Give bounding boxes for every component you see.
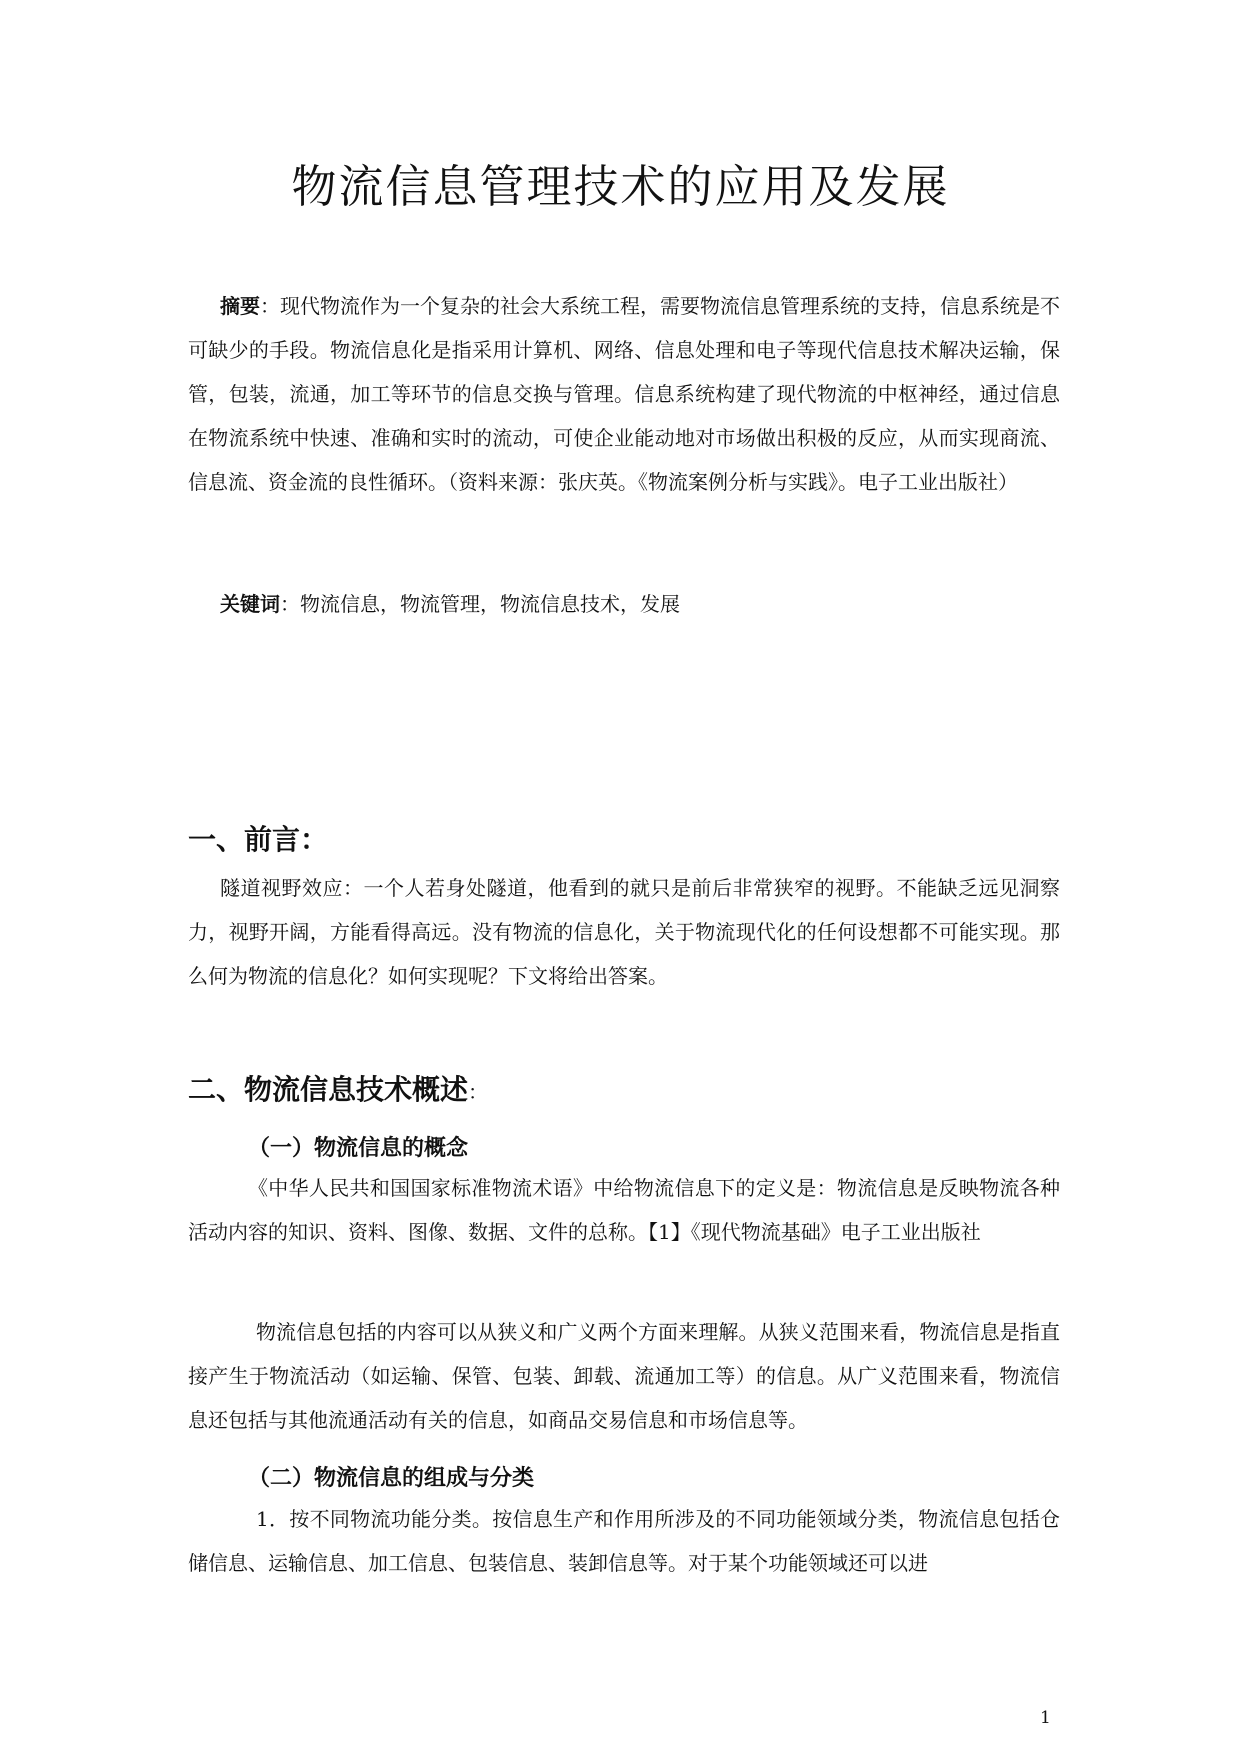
section-heading-overview-colon: ： — [468, 1080, 489, 1104]
concept-paragraph-definition: 《中华人民共和国国家标准物流术语》中给物流信息下的定义是：物流信息是反映物流各种活动内容的知识、资料、图像、数据、文件的总称。【1】《现代物流基础》电子工业出版社 — [188, 1176, 1060, 1244]
subsection-heading-composition: （二）物流信息的组成与分类 — [248, 1465, 535, 1491]
keywords-label: 关键词 — [220, 592, 280, 616]
concept-paragraph-scope: 物流信息包括的内容可以从狭义和广义两个方面来理解。从狭义范围来看，物流信息是指直接产生于物流活动（如运输、保管、包装、卸载、流通加工等）的信息。从广义范围来看，物流信息还包括与其他流通活动有关的信息，如商品交易信息和市场信息等。 — [188, 1320, 1060, 1432]
keywords-text: 物流信息，物流管理，物流信息技术，发展 — [300, 592, 680, 616]
document-title: 物流信息管理技术的应用及发展 — [291, 160, 950, 213]
composition-paragraph: 1．按不同物流功能分类。按信息生产和作用所涉及的不同功能领域分类，物流信息包括仓储信息、运输信息、加工信息、包装信息、装卸信息等。对于某个功能领域还可以进 — [188, 1507, 1060, 1575]
subsection-heading-concept: （一）物流信息的概念 — [248, 1135, 469, 1161]
keywords-separator: ： — [280, 592, 300, 616]
abstract-label: 摘要 — [220, 294, 260, 318]
section-heading-overview — [188, 1068, 488, 1108]
abstract-separator: ： — [260, 294, 280, 318]
abstract-paragraph — [188, 284, 1060, 504]
keywords-paragraph — [188, 582, 1060, 626]
page-number: 1 — [1040, 1708, 1051, 1728]
abstract-text: 现代物流作为一个复杂的社会大系统工程，需要物流信息管理系统的支持，信息系统是不可缺少的手段。物流信息化是指采用计算机、网络、信息处理和电子等现代信息技术解决运输，保管，包装，流通，加工等环节的信息交换与管理。信息系统构建了现代物流的中枢神经，通过信息在物流系统中快速、准确和实时的流动，可使企业能动地对市场做出积极的反应，从而实现商流、信息流、资金流的良性循环。（资料来源：张庆英。《物流案例分析与实践》。电子工业出版社） — [188, 294, 1060, 494]
section-heading-overview-text: 二、物流信息技术概述 — [188, 1073, 469, 1106]
section-heading-preface: 一、前言： — [188, 823, 329, 856]
preface-paragraph: 隧道视野效应：一个人若身处隧道，他看到的就只是前后非常狭窄的视野。不能缺乏远见洞察力，视野开阔，方能看得高远。没有物流的信息化，关于物流现代化的任何设想都不可能实现。那么何为物流的信息化？如何实现呢？下文将给出答案。 — [188, 876, 1060, 988]
